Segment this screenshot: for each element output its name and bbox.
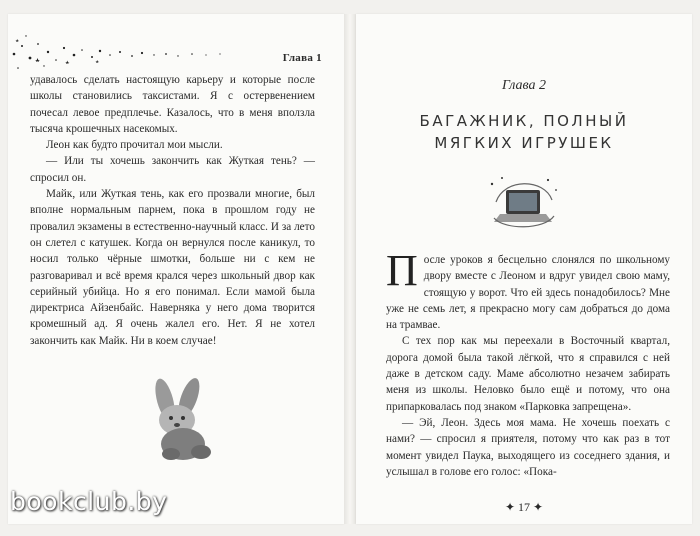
left-page-text: [30, 72, 315, 349]
paragraph: С тех пор как мы переехали в Восточный квартал, дорога домой была такой лёгкой, что я справился с ней даже в детском саду. Маме абсолютно незачем забирать меня из школы. Неловко было ещё и потому, что она припарковалась под знаком «Парковка запрещена».: [386, 335, 670, 413]
page-number-value: 17: [518, 500, 530, 514]
paragraph: [386, 246, 670, 333]
paragraph: удавалось сделать настоящую карьеру и которые после школы становились таксистами. Я с остервенением почесал левое предплечье. Казалось, что в меня вползла тысяча крошечных насекомых.: [30, 74, 315, 135]
left-page: [8, 14, 344, 524]
page-number: ✦ 17 ✦: [504, 500, 544, 514]
running-header: Глава 1: [282, 52, 322, 64]
right-page: [356, 14, 692, 524]
paragraph-text: осле уроков я бесцельно слонялся по школьному двору вместе с Леоном и вдруг увидел свою маму, стоящую у ворот. Что ей здесь понадобилось? Мне уже не семь лет, я прекрасно могу сам добраться до дома на трамвае.: [386, 254, 670, 332]
laptop-illustration: [484, 172, 562, 234]
book-gutter: [344, 14, 356, 524]
chapter-number: Глава 2: [502, 78, 546, 93]
drop-cap: П: [386, 246, 418, 295]
paragraph: — Эй, Леон. Здесь моя мама. Не хочешь поехать с нами? — спросил я приятеля, потому что как раз в тот момент увидел Паука, выходящего из соседнего здания, и услышал в голове его голос: «Пока-: [386, 416, 670, 478]
paragraph: Леон как будто прочитал мои мысли.: [46, 139, 223, 152]
paragraph: Майк, или Жуткая тень, как его прозвали многие, был вполне нормальным парнем, пока в прошлом году не провалил экзамены в естественно-научный класс. И за лето он слетел с катушек. Когда он вернулся после каникул, то носил только чёрные шмотки, больше ни с кем не разговаривал и всё время крался через школьный двор как серийный убийца. Но я его понимал. Если мамой была директриса Айзенбайс. Наверняка у него дома творится кромешный ад. Я очень жалел его. Нет. Я не хотел закончить как Майк. Ни в коем случае!: [30, 188, 315, 347]
chapter-title: [356, 110, 692, 154]
paragraph: — Или ты хочешь закончить как Жуткая тень? — спросил он.: [30, 155, 315, 184]
right-page-text: [386, 246, 670, 480]
stars-decoration: [8, 24, 248, 74]
watermark: bookclub.by: [10, 487, 168, 516]
chapter-title-line: БАГАЖНИК, ПОЛНЫЙ: [419, 112, 629, 130]
bunny-plush-illustration: [143, 374, 223, 464]
chapter-title-line: МЯГКИХ ИГРУШЕК: [434, 134, 614, 152]
